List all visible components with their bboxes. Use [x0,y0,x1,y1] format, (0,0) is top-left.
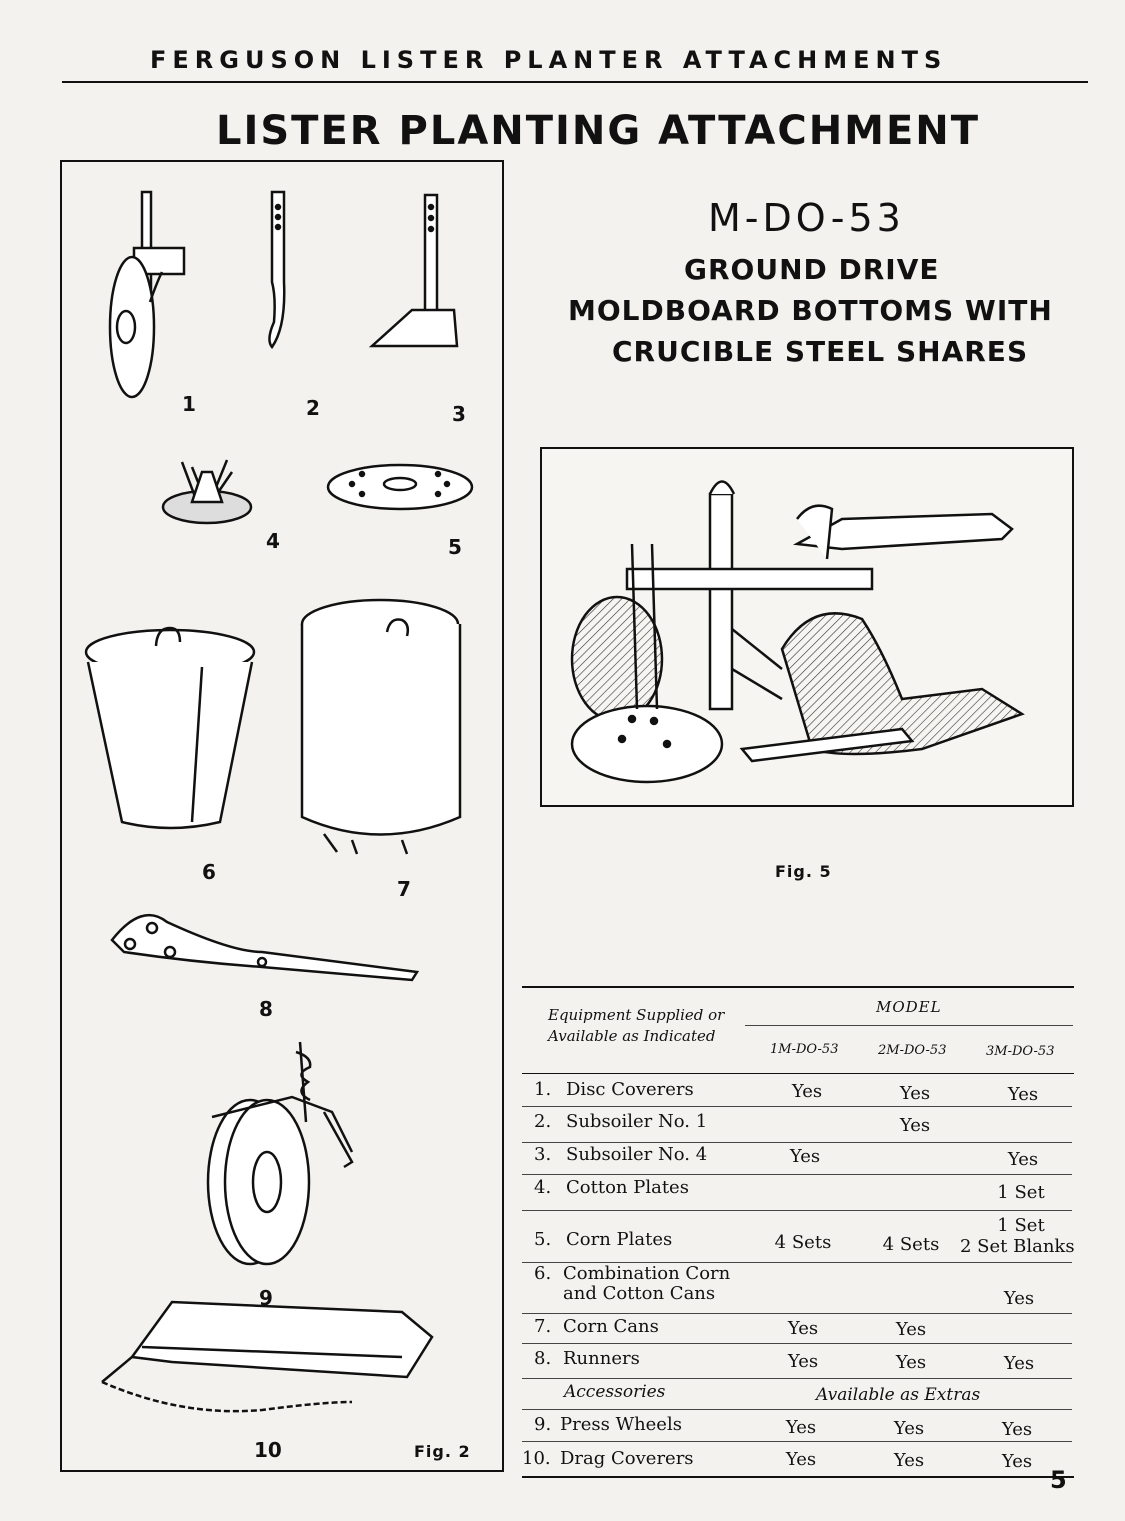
cell: Yes [787,1351,819,1372]
row-rule [522,1409,1072,1410]
cell: Yes [1007,1084,1039,1105]
row-num: 3. [534,1144,552,1165]
item-number: 6 [202,860,216,884]
cell: Yes [1003,1288,1035,1309]
model-col-1: 1M-DO-53 [770,1042,839,1057]
item-number: 10 [254,1438,282,1462]
cell: Yes [895,1319,927,1340]
cell: 4 Sets [774,1232,832,1253]
subsoiler-4-drawing [372,195,457,346]
table-corner-line1: Equipment Supplied or [548,1006,725,1024]
row-rule [522,1142,1072,1143]
disc-coverer-drawing [110,192,184,397]
row-num: 2. [534,1111,552,1132]
row-label: and Cotton Cans [563,1283,716,1304]
subsoiler-1-drawing [269,192,284,347]
header-rule [62,81,1088,83]
cell: Yes [1007,1149,1039,1170]
cell: Yes [893,1418,925,1439]
item-number: 5 [448,535,462,559]
item-number: 7 [397,877,411,901]
row-num: 7. [534,1316,552,1337]
running-header: FERGUSON LISTER PLANTER ATTACHMENTS [150,46,948,74]
row-label: Combination Corn [563,1263,731,1284]
row-label: Subsoiler No. 4 [566,1144,708,1165]
corn-plate-drawing [328,465,472,509]
cell: Yes [893,1450,925,1471]
runner-drawing [112,915,417,980]
row-rule [522,1378,1072,1379]
model-col-3: 3M-DO-53 [986,1044,1055,1059]
cell: Yes [791,1081,823,1102]
cell: 4 Sets [882,1234,940,1255]
model-subtitle-2: MOLDBOARD BOTTOMS WITH [568,294,1053,327]
row-rule [522,1106,1072,1107]
drag-coverer-drawing [102,1302,432,1411]
cell: Yes [789,1146,821,1167]
row-rule [522,1441,1072,1442]
cell: Yes [785,1417,817,1438]
row-num: 6. [534,1263,552,1284]
row-label: Drag Coverers [560,1448,694,1469]
accessories-label: Accessories [564,1382,666,1402]
row-num: 5. [534,1229,552,1250]
cell: Yes [1001,1419,1033,1440]
model-col-2: 2M-DO-53 [878,1043,947,1058]
cell: 1 Set [997,1215,1045,1236]
item-number: 2 [306,396,320,420]
fig5-illustration [542,449,1072,805]
model-subtitle-1: GROUND DRIVE [684,253,940,286]
row-rule [522,1174,1072,1175]
page-number: 5 [1050,1466,1067,1494]
cell: Yes [1001,1451,1033,1472]
table-corner-line2: Available as Indicated [548,1027,716,1045]
fig5-panel [540,447,1074,807]
table-bottom-rule [522,1476,1074,1478]
table-top-rule [522,986,1074,988]
cell: 1 Set [997,1182,1045,1203]
model-group-header: MODEL [876,998,942,1016]
fig2-panel [60,160,504,1472]
page-title: LISTER PLANTING ATTACHMENT [216,108,981,154]
fig2-illustrations [62,162,502,1470]
item-number: 9 [259,1286,273,1310]
item-number: 8 [259,997,273,1021]
accessories-note: Available as Extras [816,1385,981,1405]
fig5-label: Fig. 5 [775,862,832,881]
row-label: Corn Plates [566,1229,673,1250]
item-number: 4 [266,529,280,553]
model-header-rule [745,1025,1073,1026]
row-label: Runners [563,1348,640,1369]
item-number: 1 [182,392,196,416]
table-header-rule [522,1073,1074,1074]
corn-can-drawing [302,600,460,854]
row-rule [522,1210,1072,1211]
item-number: 3 [452,402,466,426]
cell: Yes [899,1083,931,1104]
cotton-plate-drawing [163,460,251,523]
cell: Yes [785,1449,817,1470]
cell: Yes [787,1318,819,1339]
row-rule [522,1313,1072,1314]
row-label: Cotton Plates [566,1177,689,1198]
row-label: Press Wheels [560,1414,682,1435]
row-num: 4. [534,1177,552,1198]
combination-can-drawing [86,628,254,828]
row-num: 9. [534,1414,552,1435]
fig2-label: Fig. 2 [414,1442,471,1461]
cell: Yes [895,1352,927,1373]
cell: 2 Set Blanks [960,1236,1075,1257]
row-num: 10. [522,1448,551,1469]
row-label: Corn Cans [563,1316,659,1337]
press-wheels-drawing [208,1042,352,1264]
cell: Yes [1003,1353,1035,1374]
row-label: Disc Coverers [566,1079,694,1100]
row-num: 1. [534,1079,552,1100]
row-num: 8. [534,1348,552,1369]
row-label: Subsoiler No. 1 [566,1111,708,1132]
row-rule [522,1343,1072,1344]
cell: Yes [899,1115,931,1136]
model-subtitle-3: CRUCIBLE STEEL SHARES [612,335,1029,368]
model-code: M-DO-53 [708,196,905,240]
